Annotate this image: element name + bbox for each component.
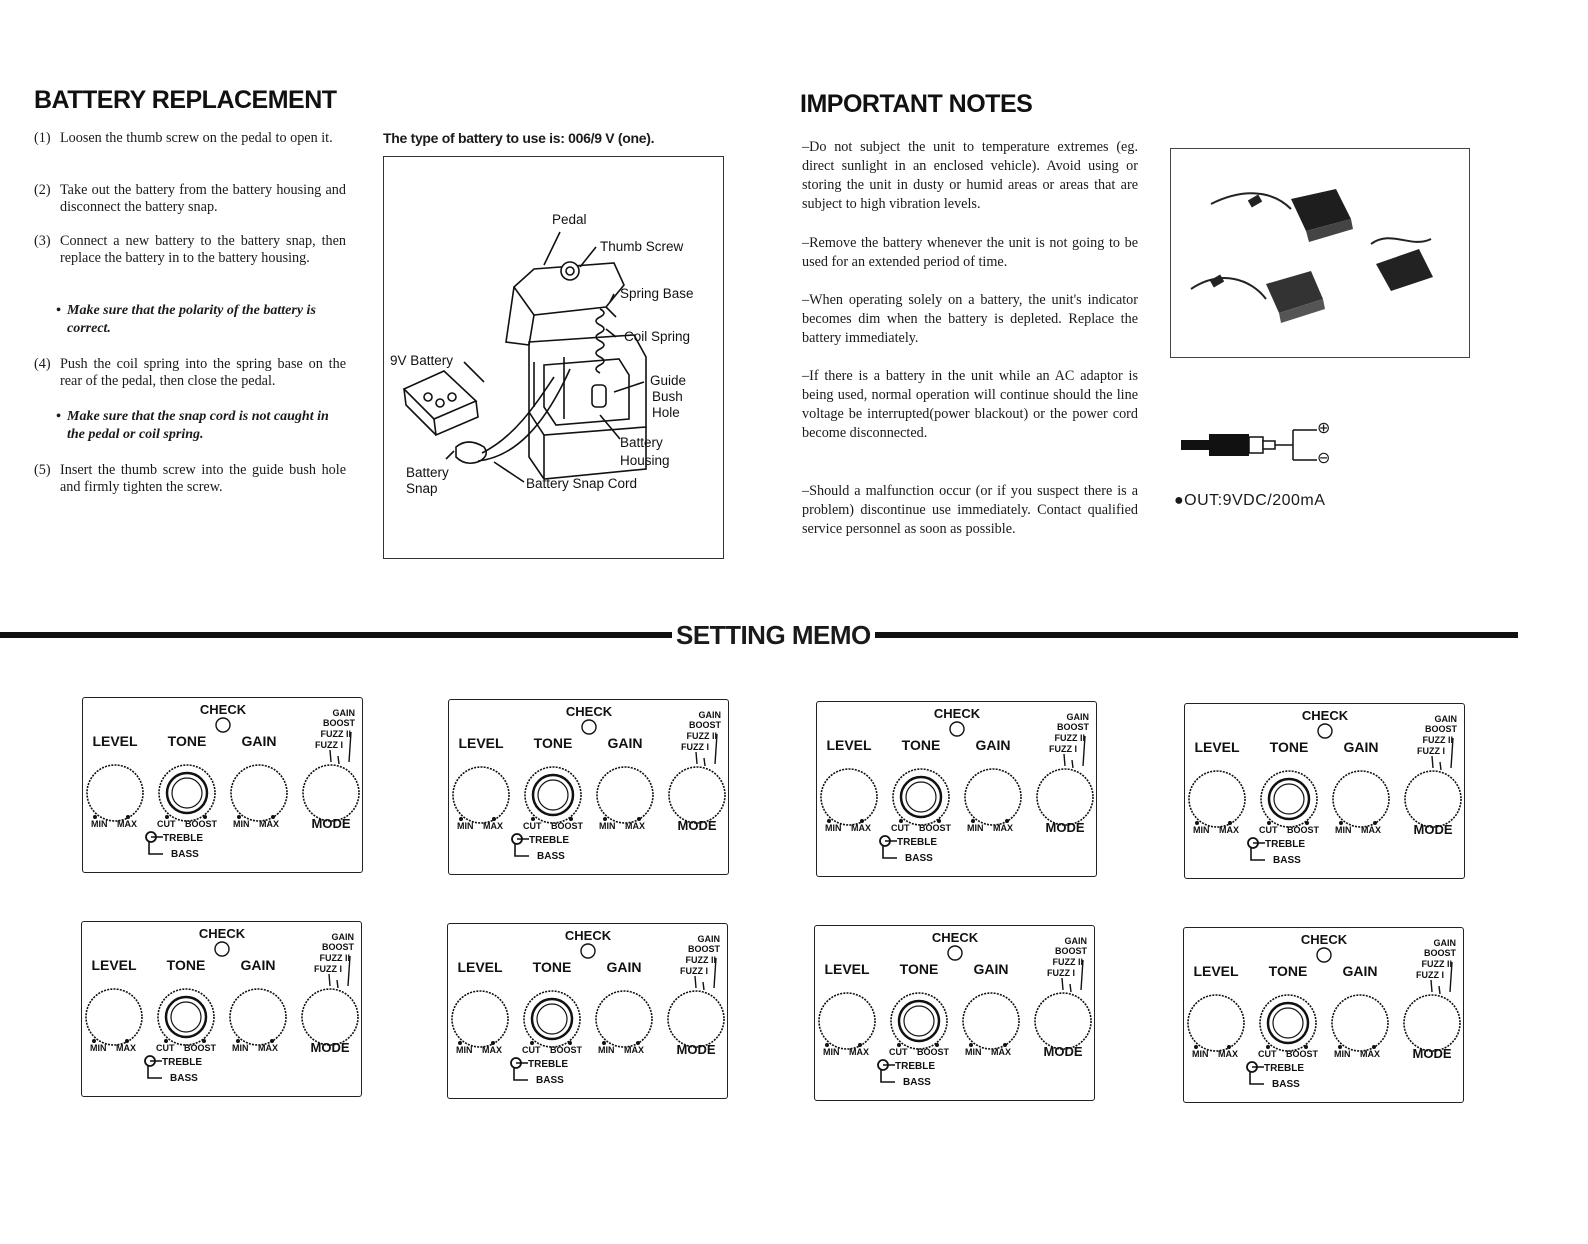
bass-label: BASS xyxy=(1272,1079,1300,1090)
gain-knob[interactable] xyxy=(965,769,1021,825)
tone-label: TONE xyxy=(533,735,573,751)
warning-snap-cord xyxy=(56,408,348,444)
level-min-label: MIN xyxy=(1192,1049,1209,1059)
level-label: LEVEL xyxy=(92,733,138,749)
treble-label: TREBLE xyxy=(528,1059,568,1070)
tone-label: TONE xyxy=(1269,739,1309,755)
boost-label: BOOST xyxy=(322,718,355,728)
label-guide-3: Hole xyxy=(652,405,680,420)
step-text: Connect a new battery to the battery snap, then replace the battery in to the battery housing. xyxy=(60,233,346,266)
fuzz1-label: FUZZ I xyxy=(315,740,343,750)
level-label: LEVEL xyxy=(457,959,503,975)
bass-label: BASS xyxy=(537,851,565,862)
note-2: –Remove the battery whenever the unit is not going to be used for an extended period of time. xyxy=(802,235,1138,270)
mode-knob[interactable] xyxy=(303,765,359,821)
treble-label: TREBLE xyxy=(897,837,937,848)
tone-cut-label: CUT xyxy=(522,1045,541,1055)
panel-drawing xyxy=(815,926,1096,1102)
label-housing-1: Battery xyxy=(620,435,663,450)
battery-type-text: The type of battery to use is: 006/9 V (one). xyxy=(383,130,655,146)
check-led-icon xyxy=(215,942,229,956)
mode-knob[interactable] xyxy=(1405,771,1461,827)
gain-knob[interactable] xyxy=(1332,995,1388,1051)
level-knob[interactable] xyxy=(453,767,509,823)
gain-label: GAIN xyxy=(606,959,642,975)
gain-max-label: MAX xyxy=(993,823,1013,833)
level-label: LEVEL xyxy=(458,735,504,751)
label-9v-battery: 9V Battery xyxy=(390,353,454,368)
gain-min-label: MIN xyxy=(1335,825,1352,835)
fuzz2-label: FUZZ II xyxy=(685,955,716,965)
boost-label: BOOST xyxy=(688,720,721,730)
level-label: LEVEL xyxy=(824,961,870,977)
gain-label: GAIN xyxy=(240,957,276,973)
treble-label: TREBLE xyxy=(895,1061,935,1072)
label-thumb-screw: Thumb Screw xyxy=(600,239,684,254)
gain-small-label: GAIN xyxy=(1433,938,1456,948)
ac-adaptor-icon xyxy=(1171,149,1471,359)
gain-max-label: MAX xyxy=(625,821,645,831)
level-max-label: MAX xyxy=(116,1043,136,1053)
check-led-icon xyxy=(216,718,230,732)
tone-label: TONE xyxy=(1268,963,1308,979)
gain-knob[interactable] xyxy=(597,767,653,823)
mode-label: MODE xyxy=(1045,820,1085,835)
level-knob[interactable] xyxy=(86,989,142,1045)
level-max-label: MAX xyxy=(483,821,503,831)
tone-knob[interactable] xyxy=(159,765,215,821)
warning-bullet: • xyxy=(56,409,61,424)
memo-panel-1 xyxy=(82,697,363,873)
label-coil-spring: Coil Spring xyxy=(624,329,691,344)
check-label: CHECK xyxy=(931,930,979,945)
tone-label: TONE xyxy=(899,961,939,977)
fuzz1-label: FUZZ I xyxy=(1417,746,1445,756)
gain-small-label: GAIN xyxy=(698,710,721,720)
tone-boost-label: BOOST xyxy=(917,1047,950,1057)
mode-label: MODE xyxy=(311,816,351,831)
tone-cut-label: CUT xyxy=(891,823,910,833)
tone-cut-label: CUT xyxy=(523,821,542,831)
tone-label: TONE xyxy=(166,957,206,973)
step-number: (2) xyxy=(34,182,51,198)
boost-label: BOOST xyxy=(1056,722,1089,732)
tone-boost-label: BOOST xyxy=(184,1043,217,1053)
step-text: Insert the thumb screw into the guide bush hole and firmly tighten the screw. xyxy=(60,462,346,495)
tone-cut-label: CUT xyxy=(156,1043,175,1053)
plus-symbol: ⊕ xyxy=(1317,418,1331,437)
step-2 xyxy=(34,182,346,216)
gain-max-label: MAX xyxy=(258,1043,278,1053)
check-led-icon xyxy=(581,944,595,958)
minus-symbol: ⊖ xyxy=(1317,448,1331,467)
mode-label: MODE xyxy=(677,818,717,833)
step-1 xyxy=(34,130,346,147)
fuzz1-label: FUZZ I xyxy=(1416,970,1444,980)
boost-label: BOOST xyxy=(1424,724,1457,734)
gain-min-label: MIN xyxy=(1334,1049,1351,1059)
level-min-label: MIN xyxy=(91,819,108,829)
step-number: (1) xyxy=(34,130,51,146)
mode-knob[interactable] xyxy=(302,989,358,1045)
gain-small-label: GAIN xyxy=(1066,712,1089,722)
check-led-icon xyxy=(950,722,964,736)
level-min-label: MIN xyxy=(90,1043,107,1053)
level-max-label: MAX xyxy=(117,819,137,829)
boost-label: BOOST xyxy=(321,942,354,952)
gain-max-label: MAX xyxy=(1360,1049,1380,1059)
level-min-label: MIN xyxy=(456,1045,473,1055)
gain-label: GAIN xyxy=(1343,739,1379,755)
mode-label: MODE xyxy=(310,1040,350,1055)
check-led-icon xyxy=(948,946,962,960)
step-text: Take out the battery from the battery housing and disconnect the battery snap. xyxy=(60,182,346,215)
tone-boost-label: BOOST xyxy=(1287,825,1320,835)
panel-drawing xyxy=(83,698,364,874)
level-max-label: MAX xyxy=(1219,825,1239,835)
tone-knob[interactable] xyxy=(891,993,947,1049)
gain-max-label: MAX xyxy=(624,1045,644,1055)
check-label: CHECK xyxy=(933,706,981,721)
bass-label: BASS xyxy=(171,849,199,860)
tone-knob[interactable] xyxy=(525,767,581,823)
check-label: CHECK xyxy=(1301,708,1349,723)
tone-cut-label: CUT xyxy=(889,1047,908,1057)
memo-panel-7 xyxy=(814,925,1095,1101)
level-max-label: MAX xyxy=(1218,1049,1238,1059)
bass-label: BASS xyxy=(536,1075,564,1086)
level-max-label: MAX xyxy=(851,823,871,833)
label-guide-1: Guide xyxy=(650,373,687,388)
fuzz1-label: FUZZ I xyxy=(1047,968,1075,978)
gain-knob[interactable] xyxy=(231,765,287,821)
fuzz2-label: FUZZ II xyxy=(1422,735,1453,745)
note-5: –Should a malfunction occur (or if you suspect there is a problem) discontinue use immediately. Contact qualified service personnel as soon as possible. xyxy=(802,483,1138,537)
level-min-label: MIN xyxy=(825,823,842,833)
tone-knob[interactable] xyxy=(158,989,214,1045)
tone-boost-label: BOOST xyxy=(185,819,218,829)
gain-label: GAIN xyxy=(607,735,643,751)
panel-drawing xyxy=(817,702,1098,878)
check-label: CHECK xyxy=(1300,932,1348,947)
step-5 xyxy=(34,462,346,496)
level-label: LEVEL xyxy=(91,957,137,973)
gain-knob[interactable] xyxy=(1333,771,1389,827)
panel-drawing xyxy=(448,924,729,1100)
gain-max-label: MAX xyxy=(259,819,279,829)
tone-boost-label: BOOST xyxy=(550,1045,583,1055)
level-knob[interactable] xyxy=(821,769,877,825)
ac-adaptor-photo xyxy=(1170,148,1470,358)
check-label: CHECK xyxy=(199,702,247,717)
gain-min-label: MIN xyxy=(967,823,984,833)
tone-knob[interactable] xyxy=(1261,771,1317,827)
fuzz2-label: FUZZ II xyxy=(319,953,350,963)
output-rating: ●OUT:9VDC/200mA xyxy=(1174,492,1326,509)
note-1: –Do not subject the unit to temperature extremes (eg. direct sunlight in an enclosed vehicle). Avoid using or storing the unit in dusty or humid areas or areas that are subject to high vibration levels. xyxy=(802,139,1138,212)
treble-label: TREBLE xyxy=(162,1057,202,1068)
step-number: (3) xyxy=(34,233,51,249)
fuzz2-label: FUZZ II xyxy=(1421,959,1452,969)
note-3: –When operating solely on a battery, the unit's indicator becomes dim when the battery is depleted. Replace the battery immediately. xyxy=(802,292,1138,346)
warning-bullet: • xyxy=(56,303,61,318)
tone-label: TONE xyxy=(167,733,207,749)
bass-label: BASS xyxy=(170,1073,198,1084)
level-label: LEVEL xyxy=(1193,963,1239,979)
level-label: LEVEL xyxy=(1194,739,1240,755)
label-snap-2: Snap xyxy=(406,481,438,496)
boost-label: BOOST xyxy=(687,944,720,954)
gain-small-label: GAIN xyxy=(1064,936,1087,946)
battery-heading: BATTERY REPLACEMENT xyxy=(34,86,337,114)
fuzz1-label: FUZZ I xyxy=(1049,744,1077,754)
gain-label: GAIN xyxy=(241,733,277,749)
gain-label: GAIN xyxy=(973,961,1009,977)
memo-panel-4 xyxy=(1184,703,1465,879)
warning-text: Make sure that the polarity of the battery is correct. xyxy=(67,303,316,336)
treble-label: TREBLE xyxy=(529,835,569,846)
boost-label: BOOST xyxy=(1054,946,1087,956)
bass-label: BASS xyxy=(903,1077,931,1088)
check-label: CHECK xyxy=(564,928,612,943)
label-guide-2: Bush xyxy=(652,389,683,404)
check-led-icon xyxy=(1318,724,1332,738)
boost-label: BOOST xyxy=(1423,948,1456,958)
mode-label: MODE xyxy=(1412,1046,1452,1061)
notes-heading: IMPORTANT NOTES xyxy=(800,90,1033,118)
mode-label: MODE xyxy=(676,1042,716,1057)
tone-knob[interactable] xyxy=(524,991,580,1047)
check-led-icon xyxy=(1317,948,1331,962)
level-knob[interactable] xyxy=(452,991,508,1047)
mode-knob[interactable] xyxy=(1404,995,1460,1051)
panel-drawing xyxy=(82,922,363,1098)
gain-small-label: GAIN xyxy=(331,932,354,942)
bass-label: BASS xyxy=(1273,855,1301,866)
fuzz1-label: FUZZ I xyxy=(681,742,709,752)
level-min-label: MIN xyxy=(457,821,474,831)
level-knob[interactable] xyxy=(1189,771,1245,827)
tone-knob[interactable] xyxy=(893,769,949,825)
label-pedal: Pedal xyxy=(552,212,587,227)
step-number: (4) xyxy=(34,356,51,372)
fuzz1-label: FUZZ I xyxy=(314,964,342,974)
bass-label: BASS xyxy=(905,853,933,864)
tone-boost-label: BOOST xyxy=(551,821,584,831)
tone-boost-label: BOOST xyxy=(919,823,952,833)
gain-min-label: MIN xyxy=(232,1043,249,1053)
level-max-label: MAX xyxy=(482,1045,502,1055)
mode-label: MODE xyxy=(1413,822,1453,837)
treble-label: TREBLE xyxy=(1264,1063,1304,1074)
warning-text: Make sure that the snap cord is not caught in the pedal or coil spring. xyxy=(67,409,329,442)
memo-rule-right xyxy=(860,632,1518,638)
gain-label: GAIN xyxy=(1342,963,1378,979)
fuzz2-label: FUZZ II xyxy=(1052,957,1083,967)
mode-knob[interactable] xyxy=(1037,769,1093,825)
gain-small-label: GAIN xyxy=(1434,714,1457,724)
tone-boost-label: BOOST xyxy=(1286,1049,1319,1059)
mode-knob[interactable] xyxy=(668,991,724,1047)
tone-cut-label: CUT xyxy=(1258,1049,1277,1059)
mode-label: MODE xyxy=(1043,1044,1083,1059)
gain-min-label: MIN xyxy=(965,1047,982,1057)
memo-panel-8 xyxy=(1183,927,1464,1103)
warning-polarity xyxy=(56,302,348,338)
gain-label: GAIN xyxy=(975,737,1011,753)
level-label: LEVEL xyxy=(826,737,872,753)
label-snap-1: Battery xyxy=(406,465,449,480)
gain-small-label: GAIN xyxy=(697,934,720,944)
label-spring-base: Spring Base xyxy=(620,286,694,301)
panel-drawing xyxy=(1185,704,1466,880)
check-label: CHECK xyxy=(198,926,246,941)
memo-panel-3 xyxy=(816,701,1097,877)
tone-cut-label: CUT xyxy=(157,819,176,829)
label-snap-cord: Battery Snap Cord xyxy=(526,476,638,491)
check-label: CHECK xyxy=(565,704,613,719)
gain-min-label: MIN xyxy=(598,1045,615,1055)
memo-panel-2 xyxy=(448,699,729,875)
gain-small-label: GAIN xyxy=(332,708,355,718)
tone-label: TONE xyxy=(532,959,572,975)
fuzz2-label: FUZZ II xyxy=(320,729,351,739)
memo-panel-6 xyxy=(447,923,728,1099)
treble-label: TREBLE xyxy=(163,833,203,844)
fuzz2-label: FUZZ II xyxy=(1054,733,1085,743)
step-4 xyxy=(34,356,346,390)
gain-knob[interactable] xyxy=(963,993,1019,1049)
tone-knob[interactable] xyxy=(1260,995,1316,1051)
memo-title: SETTING MEMO xyxy=(672,620,875,651)
level-knob[interactable] xyxy=(819,993,875,1049)
gain-max-label: MAX xyxy=(991,1047,1011,1057)
gain-max-label: MAX xyxy=(1361,825,1381,835)
note-4: –If there is a battery in the unit while an AC adaptor is being used, normal operation will continue should the line voltage be interrupted(power blackout) or the power cord become disconnected. xyxy=(802,368,1138,441)
memo-rule-left xyxy=(0,632,680,638)
tone-cut-label: CUT xyxy=(1259,825,1278,835)
gain-knob[interactable] xyxy=(230,989,286,1045)
check-led-icon xyxy=(582,720,596,734)
tone-label: TONE xyxy=(901,737,941,753)
memo-panel-5 xyxy=(81,921,362,1097)
mode-knob[interactable] xyxy=(1035,993,1091,1049)
level-max-label: MAX xyxy=(849,1047,869,1057)
step-number: (5) xyxy=(34,462,51,478)
level-min-label: MIN xyxy=(823,1047,840,1057)
gain-min-label: MIN xyxy=(599,821,616,831)
step-3 xyxy=(34,233,346,267)
step-text: Loosen the thumb screw on the pedal to open it. xyxy=(60,130,333,146)
panel-drawing xyxy=(449,700,730,876)
level-knob[interactable] xyxy=(87,765,143,821)
gain-knob[interactable] xyxy=(596,991,652,1047)
gain-min-label: MIN xyxy=(233,819,250,829)
battery-diagram xyxy=(383,156,724,559)
mode-knob[interactable] xyxy=(669,767,725,823)
level-knob[interactable] xyxy=(1188,995,1244,1051)
label-housing-2: Housing xyxy=(620,453,670,468)
panel-drawing xyxy=(1184,928,1465,1104)
level-min-label: MIN xyxy=(1193,825,1210,835)
treble-label: TREBLE xyxy=(1265,839,1305,850)
step-text: Push the coil spring into the spring base on the rear of the pedal, then close the pedal. xyxy=(60,356,346,389)
fuzz1-label: FUZZ I xyxy=(680,966,708,976)
fuzz2-label: FUZZ II xyxy=(686,731,717,741)
